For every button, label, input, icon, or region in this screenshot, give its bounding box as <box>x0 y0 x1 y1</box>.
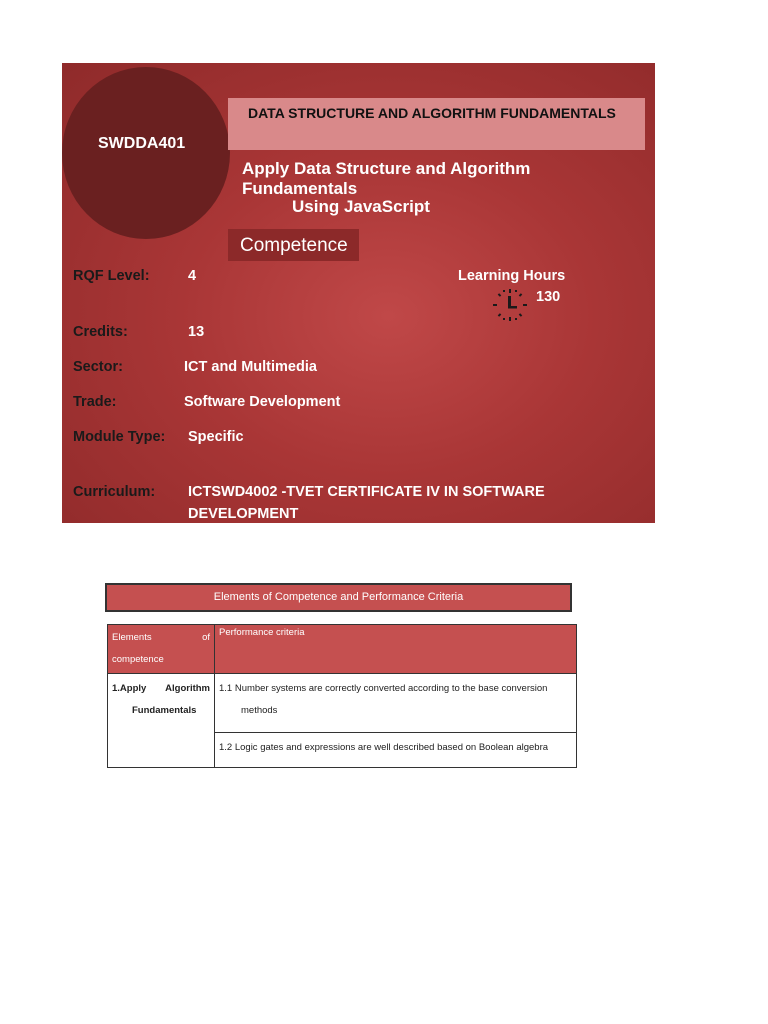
module-subtitle-line1: Apply Data Structure and Algorithm Fundamentals <box>242 159 531 198</box>
code-circle <box>62 67 230 239</box>
curriculum-label: Curriculum: <box>73 484 156 500</box>
criterion-1-line2: methods <box>241 705 278 716</box>
table-row <box>108 674 577 733</box>
sector-label: Sector: <box>73 359 123 375</box>
rqf-label: RQF Level: <box>73 268 150 284</box>
module-type-label: Module Type: <box>73 429 166 445</box>
rqf-value: 4 <box>188 268 197 284</box>
curriculum-value-line1: ICTSWD4002 -TVET CERTIFICATE IV IN SOFTWARE <box>188 484 545 500</box>
header-performance-criteria: Performance criteria <box>215 625 577 674</box>
sector-value: ICT and Multimedia <box>184 359 317 375</box>
header-elements-word: Elements <box>112 632 152 643</box>
table-header-row <box>108 625 577 674</box>
competence-label: Competence <box>240 235 348 256</box>
element-line2: Fundamentals <box>132 705 197 716</box>
learning-hours-label: Learning Hours <box>458 268 566 284</box>
module-type-value: Specific <box>188 429 244 445</box>
trade-value: Software Development <box>184 394 341 410</box>
trade-label: Trade: <box>73 394 117 410</box>
element-line1-b: Algorithm <box>165 683 210 694</box>
credits-label: Credits: <box>73 324 128 340</box>
module-title: DATA STRUCTURE AND ALGORITHM FUNDAMENTALS <box>248 105 616 121</box>
header-of-word: of <box>202 632 210 643</box>
criterion-1-line1: 1.1 Number systems are correctly converted according to the base conversion <box>219 683 548 694</box>
criterion-cell-2: 1.2 Logic gates and expressions are well described based on Boolean algebra <box>215 733 577 768</box>
curriculum-value-line2: DEVELOPMENT <box>188 506 299 522</box>
criteria-table <box>107 624 577 768</box>
module-cover <box>62 63 655 523</box>
clock-icon <box>492 288 528 322</box>
module-code: SWDDA401 <box>98 135 186 152</box>
module-subtitle-line2: Using JavaScript <box>292 197 430 216</box>
header-elements <box>108 625 215 674</box>
criterion-cell-1 <box>215 674 577 733</box>
learning-hours-value: 130 <box>536 289 561 305</box>
header-competence-word: competence <box>112 654 164 665</box>
criteria-section-heading: Elements of Competence and Performance Criteria <box>105 583 572 612</box>
credits-value: 13 <box>188 324 205 340</box>
element-line1-a: 1.Apply <box>112 683 147 694</box>
element-cell <box>108 674 215 768</box>
